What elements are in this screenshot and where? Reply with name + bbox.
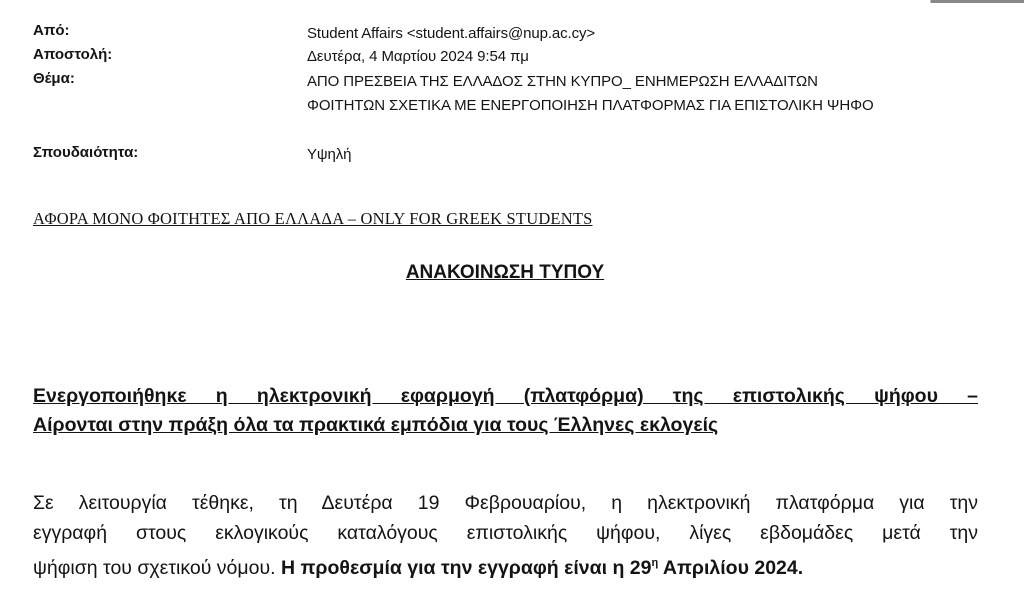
deadline-text-b: Απριλίου 2024. xyxy=(662,557,804,579)
importance-label: Σπουδαιότητα: xyxy=(33,144,139,161)
top-edge-line xyxy=(0,0,1024,3)
from-label: Από: xyxy=(33,22,70,39)
from-value: Student Affairs <student.affairs@nup.ac.cy> xyxy=(307,25,596,42)
audience-notice: ΑΦΟΡΑ ΜΟΝΟ ΦΟΙΤΗΤΕΣ ΑΠΟ ΕΛΛΑΔΑ – ONLY FOR GREEK STUDENTS xyxy=(33,209,593,228)
sent-label: Αποστολή: xyxy=(33,46,113,63)
subject-line-1: ΑΠΟ ΠΡΕΣΒΕΙΑ ΤΗΣ ΕΛΛΑΔΟΣ ΣΤΗΝ ΚΥΠΡΟ_ ΕΝΗΜΕΡΩΣΗ ΕΛΛΑΔΙΤΩΝ xyxy=(307,73,818,90)
body-line-2: εγγραφή στους εκλογικούς καταλόγους επιστολικής ψήφου, λίγες εβδομάδες μετά την xyxy=(33,522,978,544)
subject-value xyxy=(307,70,874,118)
headline xyxy=(33,382,978,440)
press-release-title-text: ΑΝΑΚΟΙΝΩΣΗ ΤΥΠΟΥ xyxy=(405,262,605,283)
body-line-3 xyxy=(33,548,978,583)
ordinal-superscript: η xyxy=(651,557,659,569)
sent-value: Δευτέρα, 4 Μαρτίου 2024 9:54 πμ xyxy=(307,48,529,65)
deadline-text xyxy=(281,557,803,579)
subject-label: Θέμα: xyxy=(33,70,75,87)
subject-line-2: ΦΟΙΤΗΤΩΝ ΣΧΕΤΙΚΑ ΜΕ ΕΝΕΡΓΟΠΟΙΗΣΗ ΠΛΑΤΦΟΡΜΑΣ ΓΙΑ ΕΠΙΣΤΟΛΙΚΗ ΨΗΦΟ xyxy=(307,97,874,114)
body-paragraph xyxy=(33,488,978,583)
body-line-3-plain: ψήφιση του σχετικού νόμου. xyxy=(33,557,276,579)
press-release-title xyxy=(0,262,1024,284)
deadline-text-a: Η προθεσμία για την εγγραφή είναι η 29 xyxy=(281,557,652,579)
body-line-1: Σε λειτουργία τέθηκε, τη Δευτέρα 19 Φεβρουαρίου, η ηλεκτρονική πλατφόρμα για την xyxy=(33,492,978,514)
importance-value: Υψηλή xyxy=(307,146,352,163)
headline-line-1: Ενεργοποιήθηκε η ηλεκτρονική εφαρμογή (πλατφόρμα) της επιστολικής ψήφου – xyxy=(33,385,978,407)
headline-line-2: Αίρονται στην πράξη όλα τα πρακτικά εμπόδια για τους Έλληνες εκλογείς xyxy=(33,414,719,436)
